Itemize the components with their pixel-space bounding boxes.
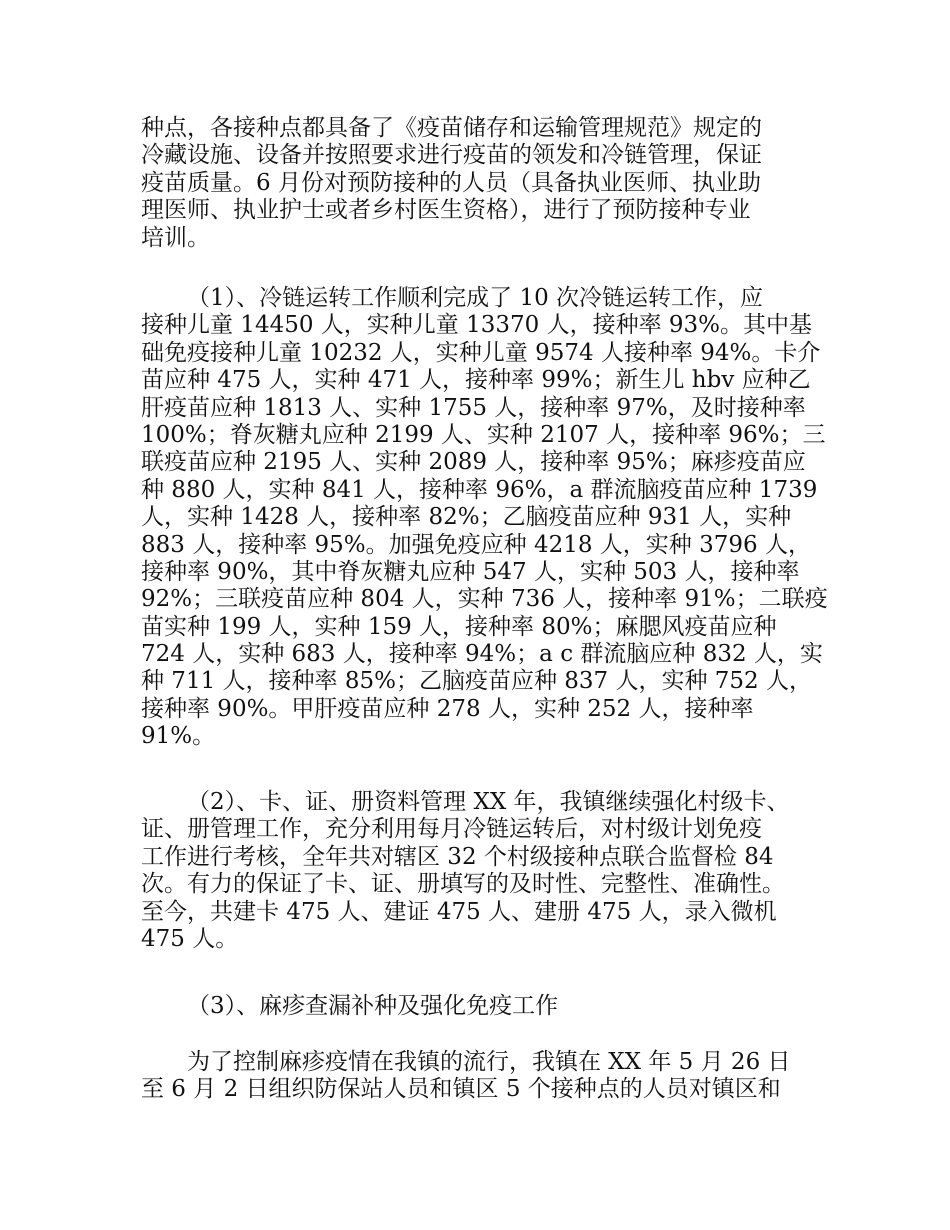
text-line: 培训。	[141, 224, 210, 251]
text-line: 种 711 人，接种率 85%；乙脑疫苗应种 837 人，实种 752 人，	[141, 668, 812, 695]
text-line: 疫苗质量。6 月份对预防接种的人员（具备执业医师、执业助	[141, 169, 761, 196]
text-line: 肝疫苗应种 1813 人、实种 1755 人，接种率 97%，及时接种率	[141, 394, 806, 421]
section-2-heading-line: （2）、卡、证、册资料管理 XX 年，我镇继续强化村级卡、	[187, 789, 790, 815]
text-line: 苗实种 199 人，实种 159 人，接种率 80%；麻腮风疫苗应种	[141, 613, 777, 640]
text-line: 883 人，接种率 95%。加强免疫应种 4218 人，实种 3796 人，	[141, 531, 811, 558]
text-line: 次。有力的保证了卡、证、册填写的及时性、完整性、准确性。	[141, 871, 785, 898]
text-line: 苗应种 475 人，实种 471 人，接种率 99%；新生儿 hbv 应种乙	[141, 367, 811, 394]
text-line: 人，实种 1428 人，接种率 82%；乙脑疫苗应种 931 人，实种	[141, 504, 792, 531]
text-line: 证、册管理工作，充分利用每月冷链运转后，对村级计划免疫	[141, 816, 762, 843]
section-1-heading-line: （1）、冷链运转工作顺利完成了 10 次冷链运转工作，应	[187, 285, 764, 311]
text-line: 联疫苗应种 2195 人、实种 2089 人，接种率 95%；麻疹疫苗应	[141, 449, 806, 476]
text-line: 475 人。	[141, 925, 239, 952]
section-3-heading-block	[141, 993, 831, 1020]
text-line: 至今，共建卡 475 人、建证 475 人、建册 475 人，录入微机	[141, 898, 777, 925]
text-line: 为了控制麻疹疫情在我镇的流行，我镇在 XX 年 5 月 26 日	[187, 1049, 791, 1075]
text-line: 724 人，实种 683 人，接种率 94%；a c 群流脑应种 832 人，实	[141, 641, 823, 668]
section-1-paragraph	[141, 285, 831, 751]
text-line: 冷藏设施、设备并按照要求进行疫苗的领发和冷链管理，保证	[141, 142, 762, 169]
section-2-paragraph	[141, 789, 831, 953]
text-line: 种 880 人，实种 841 人，接种率 96%，a 群流脑疫苗应种 1739	[141, 476, 818, 503]
text-line: 接种儿童 14450 人，实种儿童 13370 人，接种率 93%。其中基	[141, 312, 813, 339]
text-line: 理医师、执业护士或者乡村医生资格），进行了预防接种专业	[141, 197, 751, 224]
text-line: 工作进行考核，全年共对辖区 32 个村级接种点联合监督检 84	[141, 843, 774, 870]
text-line: 至 6 月 2 日组织防保站人员和镇区 5 个接种点的人员对镇区和	[141, 1076, 781, 1103]
text-line: 91%。	[141, 723, 216, 750]
text-line: 接种率 90%，其中脊灰糖丸应种 547 人，实种 503 人，接种率	[141, 558, 800, 585]
section-3-heading: （3）、麻疹查漏补种及强化免疫工作	[187, 993, 559, 1019]
intro-paragraph	[141, 115, 831, 252]
closing-paragraph	[141, 1049, 831, 1104]
text-line: 92%；三联疫苗应种 804 人，实种 736 人，接种率 91%；二联疫	[141, 586, 828, 613]
text-line: 接种率 90%。甲肝疫苗应种 278 人，实种 252 人，接种率	[141, 695, 754, 722]
text-line: 100%；脊灰糖丸应种 2199 人、实种 2107 人，接种率 96%；三	[141, 421, 826, 448]
text-line: 种点，各接种点都具备了《疫苗储存和运输管理规范》规定的	[141, 115, 762, 141]
text-line: 础免疫接种儿童 10232 人，实种儿童 9574 人接种率 94%。卡介	[141, 339, 821, 366]
